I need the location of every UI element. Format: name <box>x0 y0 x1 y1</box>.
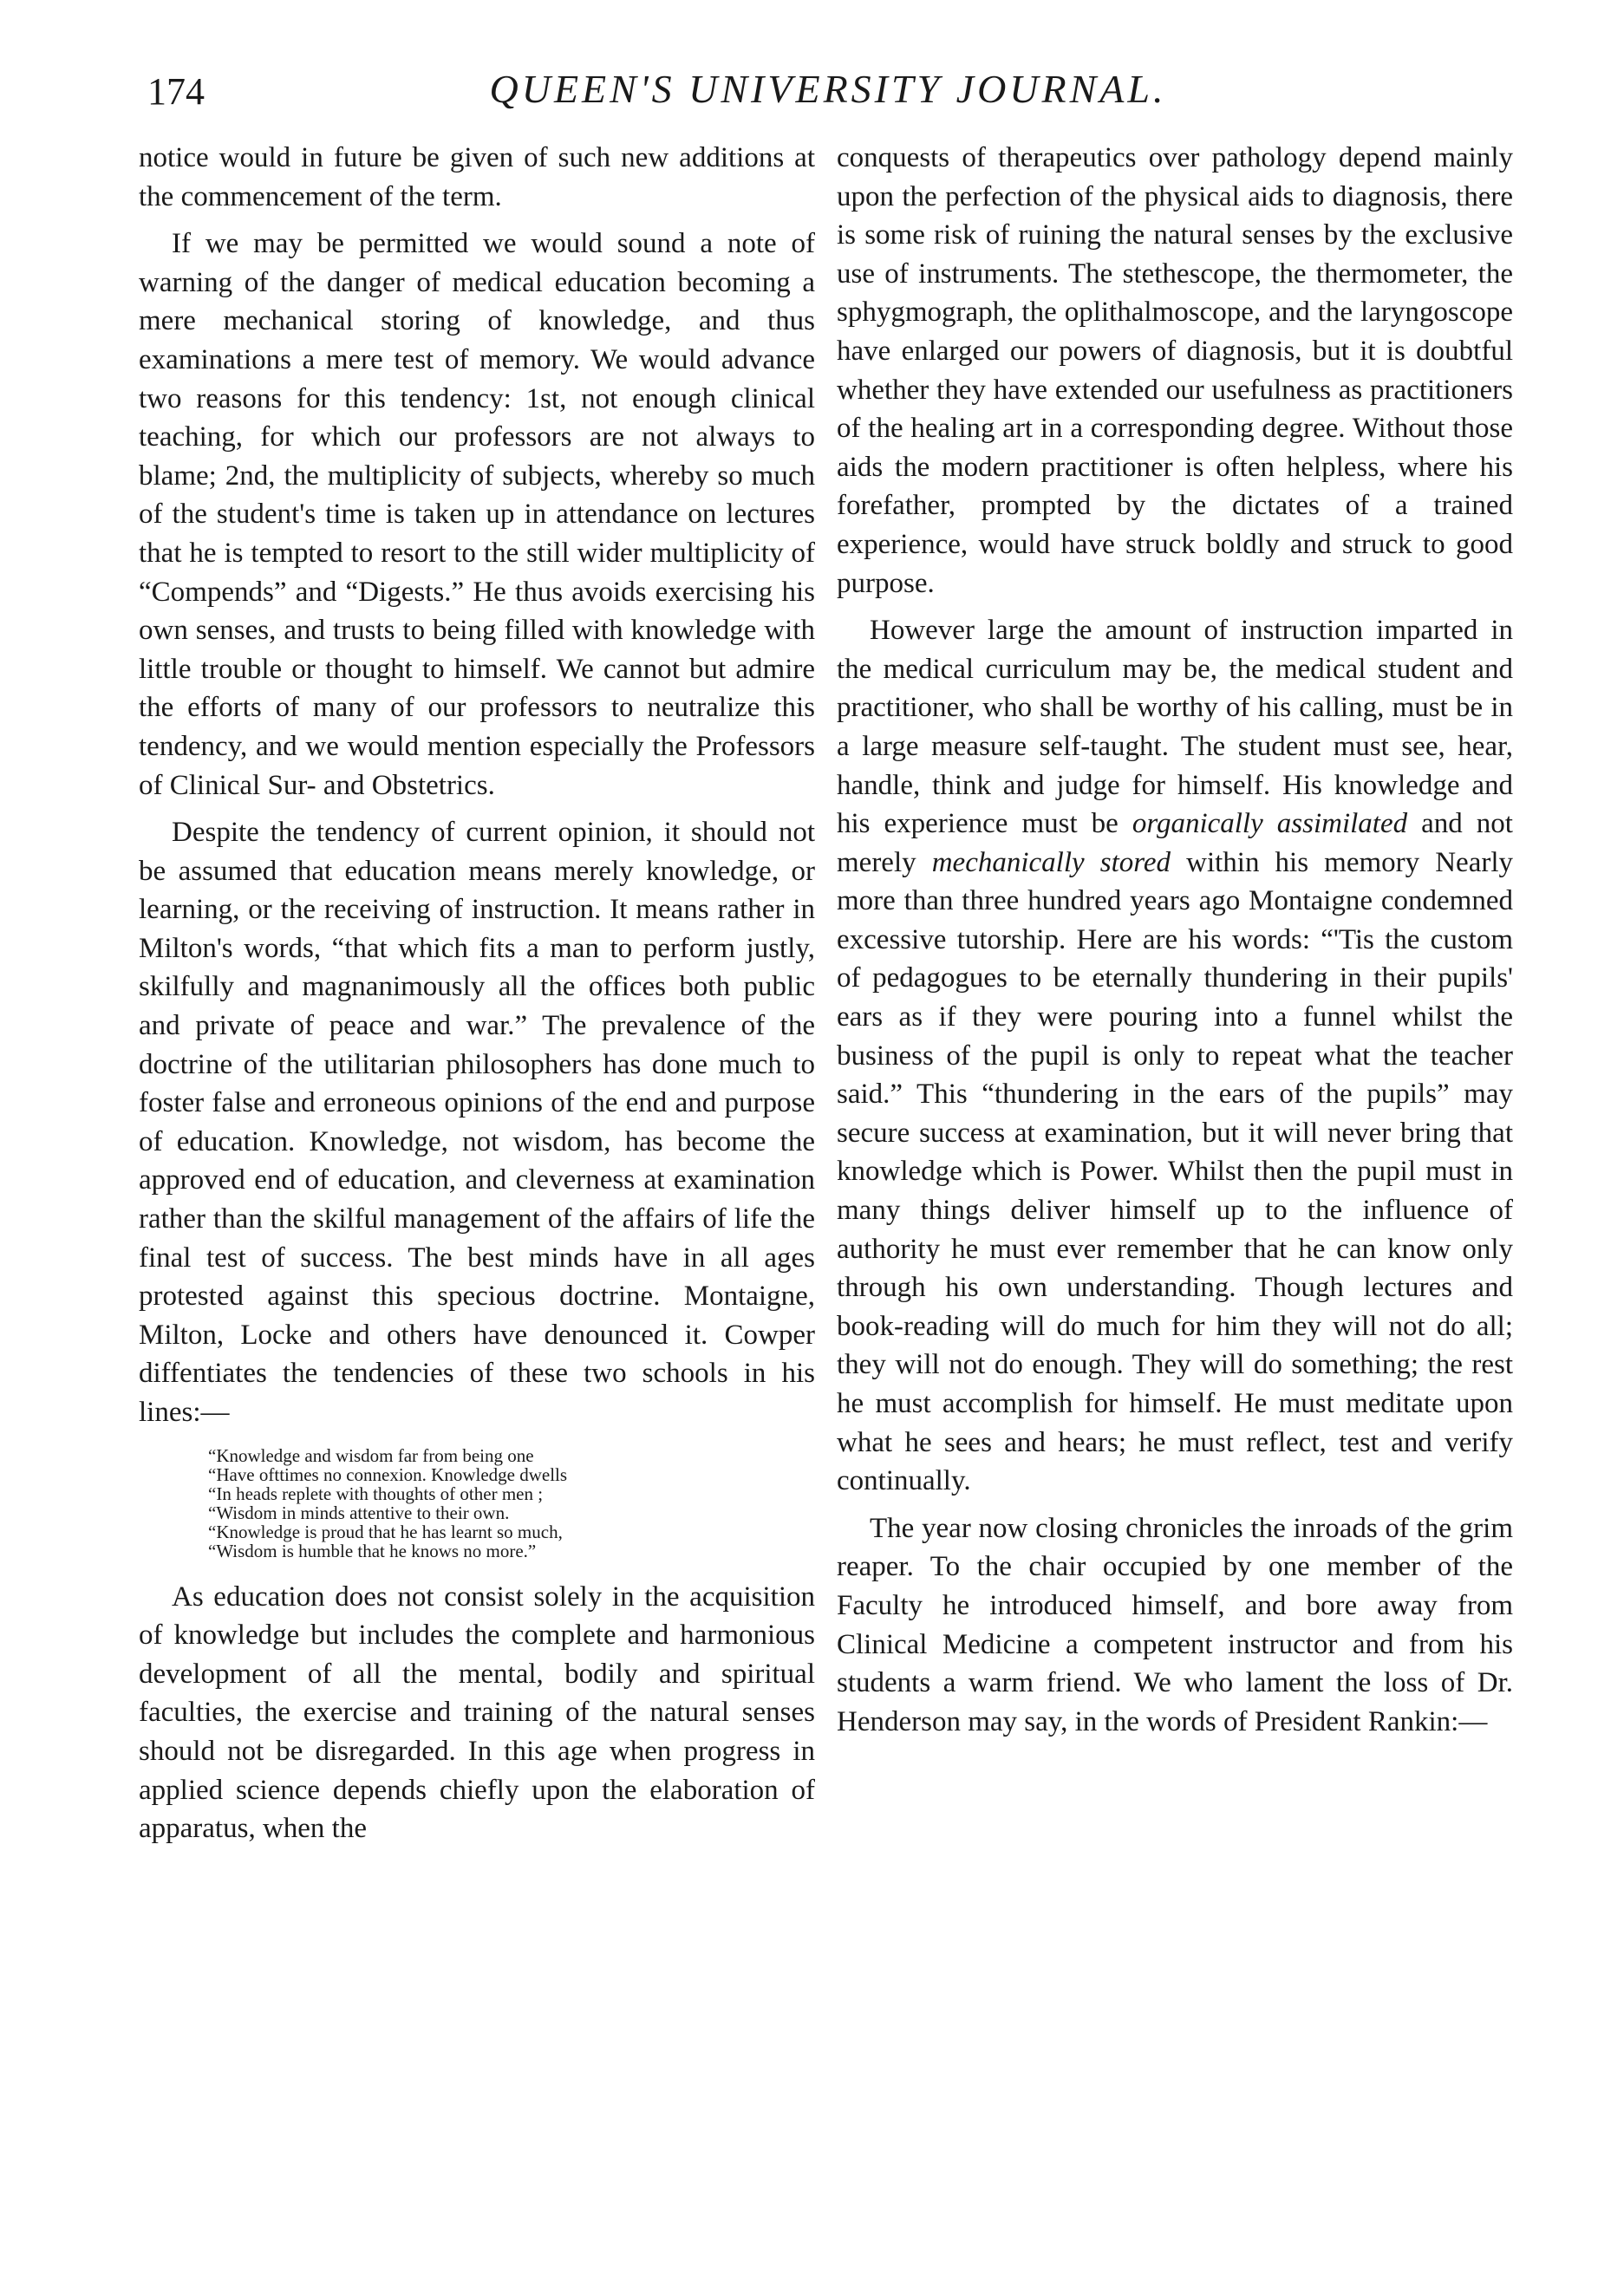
poem-line: “Knowledge and wisdom far from being one <box>208 1444 534 1466</box>
paragraph: Despite the tendency of current opinion, it should not be assumed that education means merely knowledge, or learning, or the receiving of instruction. It means rather in Milton's words, “that which fits a man to perform justly, skilfully and magnanimously all the offices both public and private of peace and war.” The prevalence of the doctrine of the utilitarian philosophers has done much to foster false and erroneous opinions of the end and purpose of education. Knowledge, not wisdom, has become the approved end of education, and cleverness at examination rather than the skilful management of the affairs of life the final test of success. The best minds have in all ages protested against this specious doctrine. Montaigne, Milton, Locke and others have denounced it. Cowper diffentiates the tendencies of these two schools in his lines:— <box>139 817 815 1428</box>
page-number: 174 <box>147 70 205 113</box>
paragraph: As education does not consist solely in the acquisition of knowledge but includes the complete and harmonious development of all the mental, bodily and spiritual faculties, the exercise and training of the natural senses should not be disregarded. In this age when progress in applied science depends chiefly upon the elaboration of apparatus, when the <box>139 1580 815 1845</box>
left-column <box>139 139 815 1848</box>
paragraph <box>837 611 1513 1501</box>
text-run: and not merely <box>837 808 1513 878</box>
poem-line: “In heads replete with thoughts of other men ; <box>208 1483 544 1504</box>
italic-phrase: mechanically stored <box>931 846 1171 878</box>
italic-phrase: organically assimilated <box>1132 808 1408 840</box>
paragraph: conquests of therapeutics over pathology depend mainly upon the perfection of the physical aids to diagnosis, there is some risk of ruining the natural senses by the exclusive use of instruments. The stethescope, the thermometer, the sphygmograph, the oplithalmoscope, and the laryngoscope have enlarged our powers of diagnosis, but it is doubtful whether they have extended our usefulness as practitioners of the healing art in a corresponding degree. Without those aids the modern practitioner is often helpless, where his forefather, prompted by the dictates of a trained experience, would have struck boldly and struck to good purpose. <box>837 142 1513 599</box>
paragraph: notice would in future be given of such new additions at the commencement of the term. <box>139 142 815 212</box>
poem-line: “Knowledge is proud that he has learnt so much, <box>208 1521 563 1542</box>
text-run: However large the amount of instruction imparted in the medical curriculum may be, the medical student and practitioner, who shall be worthy of his calling, must be in a large measure self-taught. The student must see, hear, handle, think and judge for himself. His knowledge and his experience must be <box>837 615 1513 840</box>
journal-title: QUEEN'S UNIVERSITY JOURNAL. <box>489 67 1167 111</box>
paragraph: The year now closing chronicles the inroads of the grim reaper. To the chair occupied by one member of the Faculty he introduced himself, and bore away from Clinical Medicine a competent instructor and from his students a warm friend. We who lament the loss of Dr. Henderson may say, in the words of President Rankin:— <box>837 1512 1513 1737</box>
poem-quote <box>208 1446 763 1561</box>
paragraph: If we may be permitted we would sound a note of warning of the danger of medical education becoming a mere mechanical storing of knowledge, and thus examinations a mere test of memory. We would advance two reasons for this tendency: 1st, not enough clinical teaching, for which our professors are not always to blame; 2nd, the multiplicity of subjects, whereby so much of the student's time is taken up in attendance on lectures that he is tempted to resort to the still wider multiplicity of “Compends” and “Digests.” He thus avoids exercising his own senses, and trusts to being filled with knowledge with little trouble or thought to himself. We cannot but admire the efforts of many of our professors to neutralize this tendency, and we would mention especially the Professors of Clinical Sur- and Obstetrics. <box>139 228 815 801</box>
right-column <box>837 139 1513 1741</box>
poem-line: “Wisdom in minds attentive to their own. <box>208 1502 510 1523</box>
poem-line: “Wisdom is humble that he knows no more.” <box>208 1540 537 1561</box>
page-header <box>147 54 1509 123</box>
text-run: within his memory Nearly more than three hundred years ago Montaigne condemned excessive tutorship. Here are his words: “'Tis the custom of pedagogues to be eternally thundering in their pupils' ears as if they were pouring into a funnel whilst the business of the pupil is only to repeat what the teacher said.” This “thundering in the ears of the pupils” may secure success at examination, but it will never bring that knowledge which is Power. Whilst then the pupil must in many things deliver himself up to the influence of authority he must ever remember that he can know only through his own understanding. Though lectures and book-reading will do much for him they will not do all; they will not do enough. They will do something; the rest he must accomplish for himself. He must meditate upon what he sees and hears; he must reflect, test and verify continually. <box>837 846 1513 1497</box>
poem-line: “Have ofttimes no connexion. Knowledge dwells <box>208 1463 568 1485</box>
